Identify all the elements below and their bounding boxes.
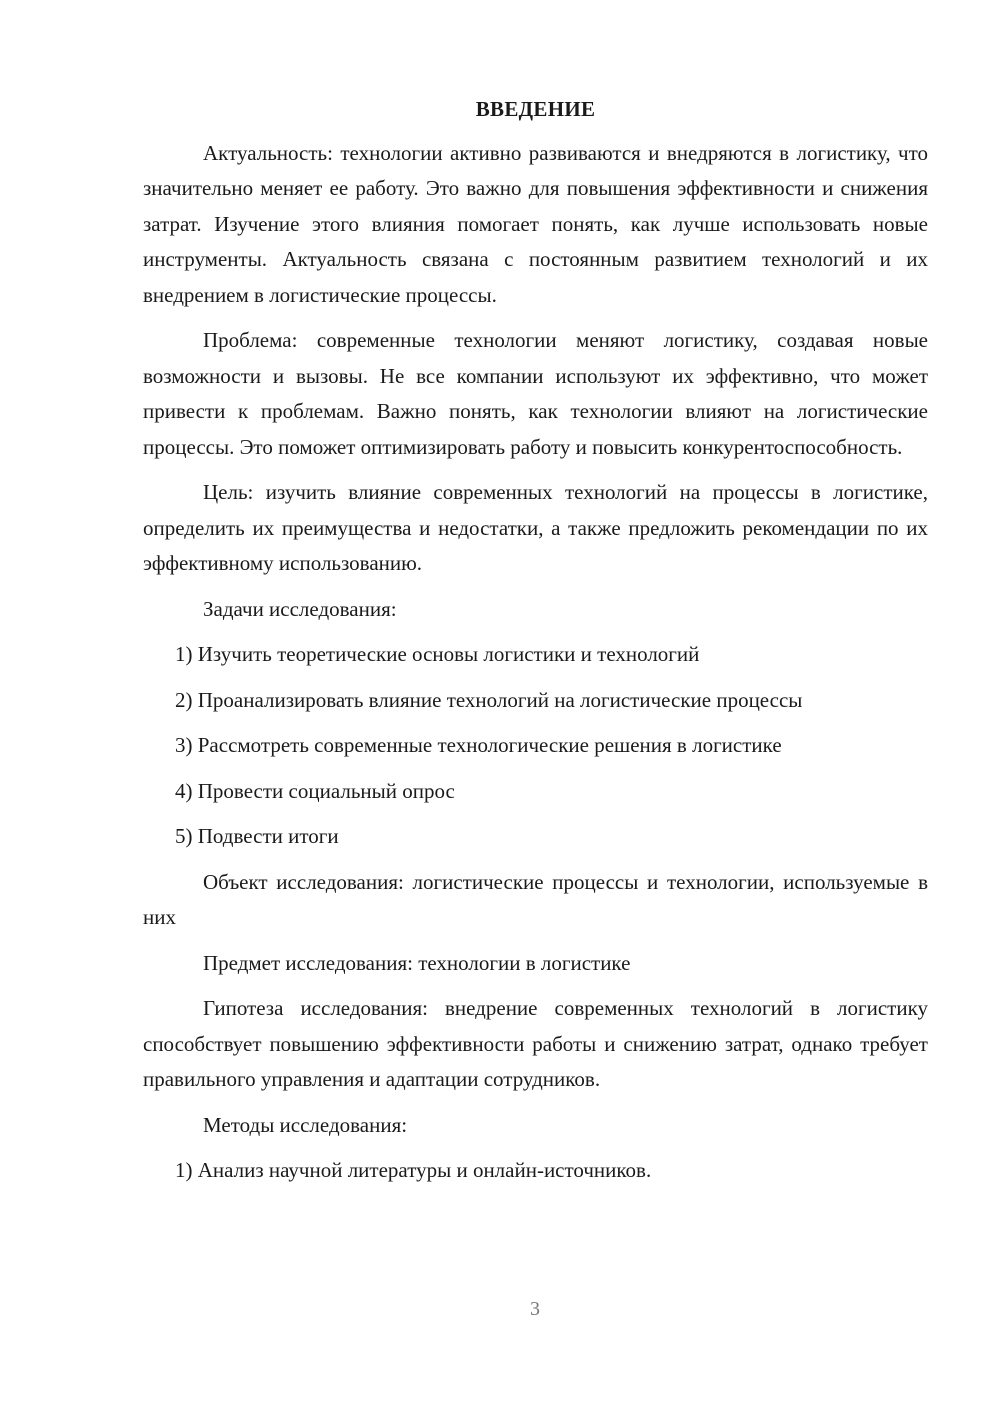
- problem-paragraph: Проблема: современные технологии меняют логистику, создавая новые возможности и вызовы. Не все компании используют их эффективно, что может привести к проблемам. Важно понять, как технологии влияют на логистические процессы. Это поможет оптимизировать работу и повысить конкурентоспособность.: [143, 328, 928, 459]
- method-item: 1) Анализ научной литературы и онлайн-источников.: [175, 1158, 652, 1182]
- section-title: ВВЕДЕНИЕ: [475, 97, 596, 121]
- object-paragraph: Объект исследования: логистические процессы и технологии, используемые в них: [143, 869, 928, 929]
- task-item: 2) Проанализировать влияние технологий на логистические процессы: [175, 687, 803, 712]
- tasks-heading: Задачи исследования:: [203, 596, 397, 621]
- page-number: 3: [530, 1298, 540, 1320]
- relevance-paragraph: Актуальность: технологии активно развиваются и внедряются в логистику, что значительно меняет ее работу. Это важно для повышения эффективности и снижения затрат. Изучение этого влияния помогает понять, как лучше использовать новые инструменты. Актуальность связана с постоянным развитием технологий и их внедрением в логистические процессы.: [143, 140, 928, 307]
- task-item: 1) Изучить теоретические основы логистики и технологий: [175, 642, 700, 666]
- task-item: 5) Подвести итоги: [175, 824, 339, 848]
- methods-list: [143, 1153, 928, 1189]
- goal-paragraph: Цель: изучить влияние современных технологий на процессы в логистике, определить их преимущества и недостатки, а также предложить рекомендации по их эффективному использованию.: [143, 480, 928, 575]
- hypothesis-paragraph: Гипотеза исследования: внедрение современных технологий в логистику способствует повышению эффективности работы и снижению затрат, однако требует правильного управления и адаптации сотрудников.: [143, 996, 928, 1091]
- document-page: [143, 92, 928, 1199]
- methods-heading: Методы исследования:: [203, 1112, 408, 1137]
- tasks-list: [143, 637, 928, 855]
- task-item: 4) Провести социальный опрос: [175, 778, 455, 803]
- subject-paragraph: Предмет исследования: технологии в логистике: [203, 950, 631, 975]
- task-item: 3) Рассмотреть современные технологические решения в логистике: [175, 733, 782, 757]
